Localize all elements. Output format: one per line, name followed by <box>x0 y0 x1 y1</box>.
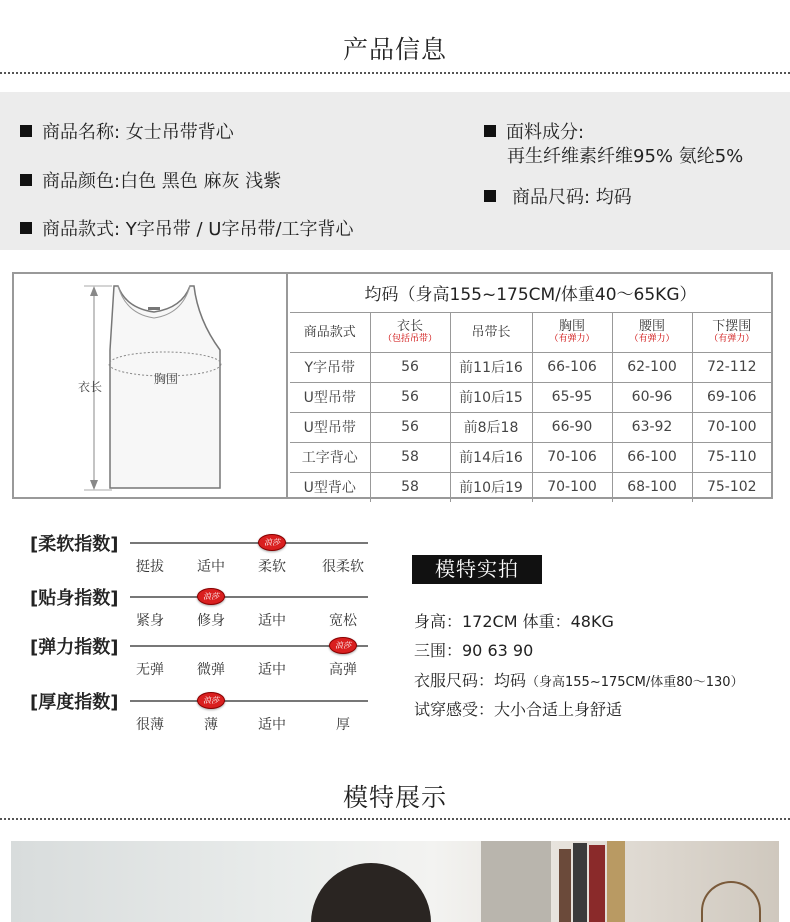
table-cell: Y字吊带 <box>290 352 370 382</box>
size-table-header-cell <box>692 312 771 352</box>
product-info-title: 产品信息 <box>342 35 447 64</box>
index-scale <box>30 530 375 580</box>
book <box>573 843 587 922</box>
index-option: 适中 <box>197 559 225 575</box>
table-cell: 65-95 <box>532 382 612 412</box>
table-cell: 72-112 <box>692 352 771 382</box>
table-cell: 56 <box>370 382 450 412</box>
table-cell: 前14后16 <box>450 442 532 472</box>
index-scale <box>30 584 375 634</box>
index-option: 很薄 <box>136 717 164 733</box>
bullet-square-icon <box>484 190 496 202</box>
table-cell: U型吊带 <box>290 382 370 412</box>
table-cell: 75-110 <box>692 442 771 472</box>
size-chart <box>12 272 773 499</box>
bullet-square-icon <box>484 125 496 137</box>
size-table-caption: 均码（身高155~175CM/体重40～65KG） <box>290 274 771 312</box>
size-table-header-cell <box>290 312 370 352</box>
table-cell: 69-106 <box>692 382 771 412</box>
model-size-note: （身高155~175CM/体重80～130） <box>526 675 744 690</box>
header-label: 胸围 <box>558 319 585 334</box>
table-cell: 58 <box>370 442 450 472</box>
table-row <box>290 352 771 382</box>
index-option: 修身 <box>197 613 225 629</box>
index-option: 高弹 <box>329 662 357 678</box>
table-cell: 66-100 <box>612 442 692 472</box>
header-label: 吊带长 <box>471 324 511 340</box>
index-marker-badge: 浪莎 <box>197 588 225 605</box>
index-option: 柔软 <box>258 559 286 575</box>
table-cell: 70-100 <box>532 472 612 502</box>
divider <box>0 72 790 74</box>
table-cell: 70-106 <box>532 442 612 472</box>
book <box>607 841 625 922</box>
table-row <box>290 442 771 472</box>
bullet-square-icon <box>20 125 32 137</box>
product-fabric-row <box>484 118 584 144</box>
product-style: 商品款式: Y字吊带 / U字吊带/工字背心 <box>42 219 354 240</box>
table-cell: 70-100 <box>692 412 771 442</box>
index-label: [贴身指数] <box>30 588 119 609</box>
index-option: 厚 <box>336 717 350 733</box>
product-name-row <box>20 118 234 144</box>
table-row <box>290 382 771 412</box>
bullet-square-icon <box>20 222 32 234</box>
model-photo-tag: 模特实拍 <box>412 555 542 584</box>
product-info-band <box>0 92 790 250</box>
size-table-header-cell <box>370 312 450 352</box>
table-cell: U型吊带 <box>290 412 370 442</box>
model-size-prefix: 衣服尺码：均码 <box>414 671 527 690</box>
product-fabric-label: 面料成分: <box>506 122 585 143</box>
index-option: 无弹 <box>136 662 164 678</box>
index-marker-badge: 浪莎 <box>197 692 225 709</box>
product-color: 商品颜色:白色 黑色 麻灰 浅紫 <box>42 171 282 192</box>
model-hair <box>311 863 431 922</box>
table-cell: 前11后16 <box>450 352 532 382</box>
model-measurements: 三围：90 63 90 <box>414 641 534 660</box>
header-label: 下摆围 <box>712 319 752 334</box>
table-row <box>290 412 771 442</box>
table-cell: U型背心 <box>290 472 370 502</box>
size-table-header-cell <box>612 312 692 352</box>
size-table <box>290 274 771 502</box>
index-scale-line <box>130 596 368 598</box>
header-label: 商品款式 <box>303 324 356 340</box>
index-marker-badge: 浪莎 <box>258 534 286 551</box>
book <box>559 849 571 922</box>
shelf <box>481 841 551 922</box>
index-scale-line <box>130 542 368 544</box>
size-table-body <box>290 352 771 502</box>
model-height-weight: 身高：172CM 体重：48KG <box>414 612 614 631</box>
model-show-title: 模特展示 <box>342 783 447 812</box>
tank-top-diagram <box>14 274 288 497</box>
product-color-row <box>20 167 281 193</box>
index-option: 薄 <box>204 717 218 733</box>
table-cell: 前10后15 <box>450 382 532 412</box>
model-feel: 试穿感受：大小合适上身舒适 <box>414 700 623 719</box>
size-table-header <box>290 312 771 352</box>
index-scale-line <box>130 700 368 702</box>
table-cell: 62-100 <box>612 352 692 382</box>
book <box>589 845 605 922</box>
product-size-row <box>484 183 632 209</box>
table-cell: 56 <box>370 412 450 442</box>
product-name: 商品名称: 女士吊带背心 <box>42 122 234 143</box>
header-label: 腰围 <box>638 319 665 334</box>
header-note: （有弹力） <box>549 334 595 344</box>
table-cell: 前10后19 <box>450 472 532 502</box>
model-photo <box>11 841 779 922</box>
index-option: 适中 <box>258 613 286 629</box>
product-size: 商品尺码: 均码 <box>512 187 632 208</box>
model-size <box>414 668 744 691</box>
garment-diagram <box>14 274 288 497</box>
bullet-square-icon <box>20 174 32 186</box>
product-style-row <box>20 215 354 241</box>
table-cell: 56 <box>370 352 450 382</box>
table-cell: 58 <box>370 472 450 502</box>
table-cell: 前8后18 <box>450 412 532 442</box>
index-label: [柔软指数] <box>30 534 119 555</box>
table-cell: 63-92 <box>612 412 692 442</box>
index-option: 很柔软 <box>322 559 364 575</box>
index-option: 紧身 <box>136 613 164 629</box>
index-marker-badge: 浪莎 <box>329 637 357 654</box>
length-label: 衣长 <box>78 380 103 394</box>
header-label: 衣长 <box>396 319 423 334</box>
product-fabric-value: 再生纤维素纤维95% 氨纶5% <box>507 146 744 167</box>
table-cell: 66-90 <box>532 412 612 442</box>
index-scale <box>30 633 375 683</box>
index-option: 挺拔 <box>136 559 164 575</box>
table-cell: 75-102 <box>692 472 771 502</box>
header-note: （有弹力） <box>709 334 755 344</box>
index-label: [厚度指数] <box>30 692 119 713</box>
decor <box>701 881 761 922</box>
divider <box>0 818 790 820</box>
table-cell: 68-100 <box>612 472 692 502</box>
size-table-header-cell <box>532 312 612 352</box>
table-cell: 60-96 <box>612 382 692 412</box>
table-cell: 工字背心 <box>290 442 370 472</box>
index-scale <box>30 688 375 738</box>
table-cell: 66-106 <box>532 352 612 382</box>
header-note: （有弹力） <box>629 334 675 344</box>
size-table-header-cell <box>450 312 532 352</box>
index-option: 微弹 <box>197 662 225 678</box>
chest-label: 胸围 <box>154 372 179 386</box>
header-note: （包括吊带） <box>382 334 437 344</box>
index-option: 宽松 <box>329 613 357 629</box>
index-option: 适中 <box>258 717 286 733</box>
index-label: [弹力指数] <box>30 637 119 658</box>
table-row <box>290 472 771 502</box>
index-option: 适中 <box>258 662 286 678</box>
